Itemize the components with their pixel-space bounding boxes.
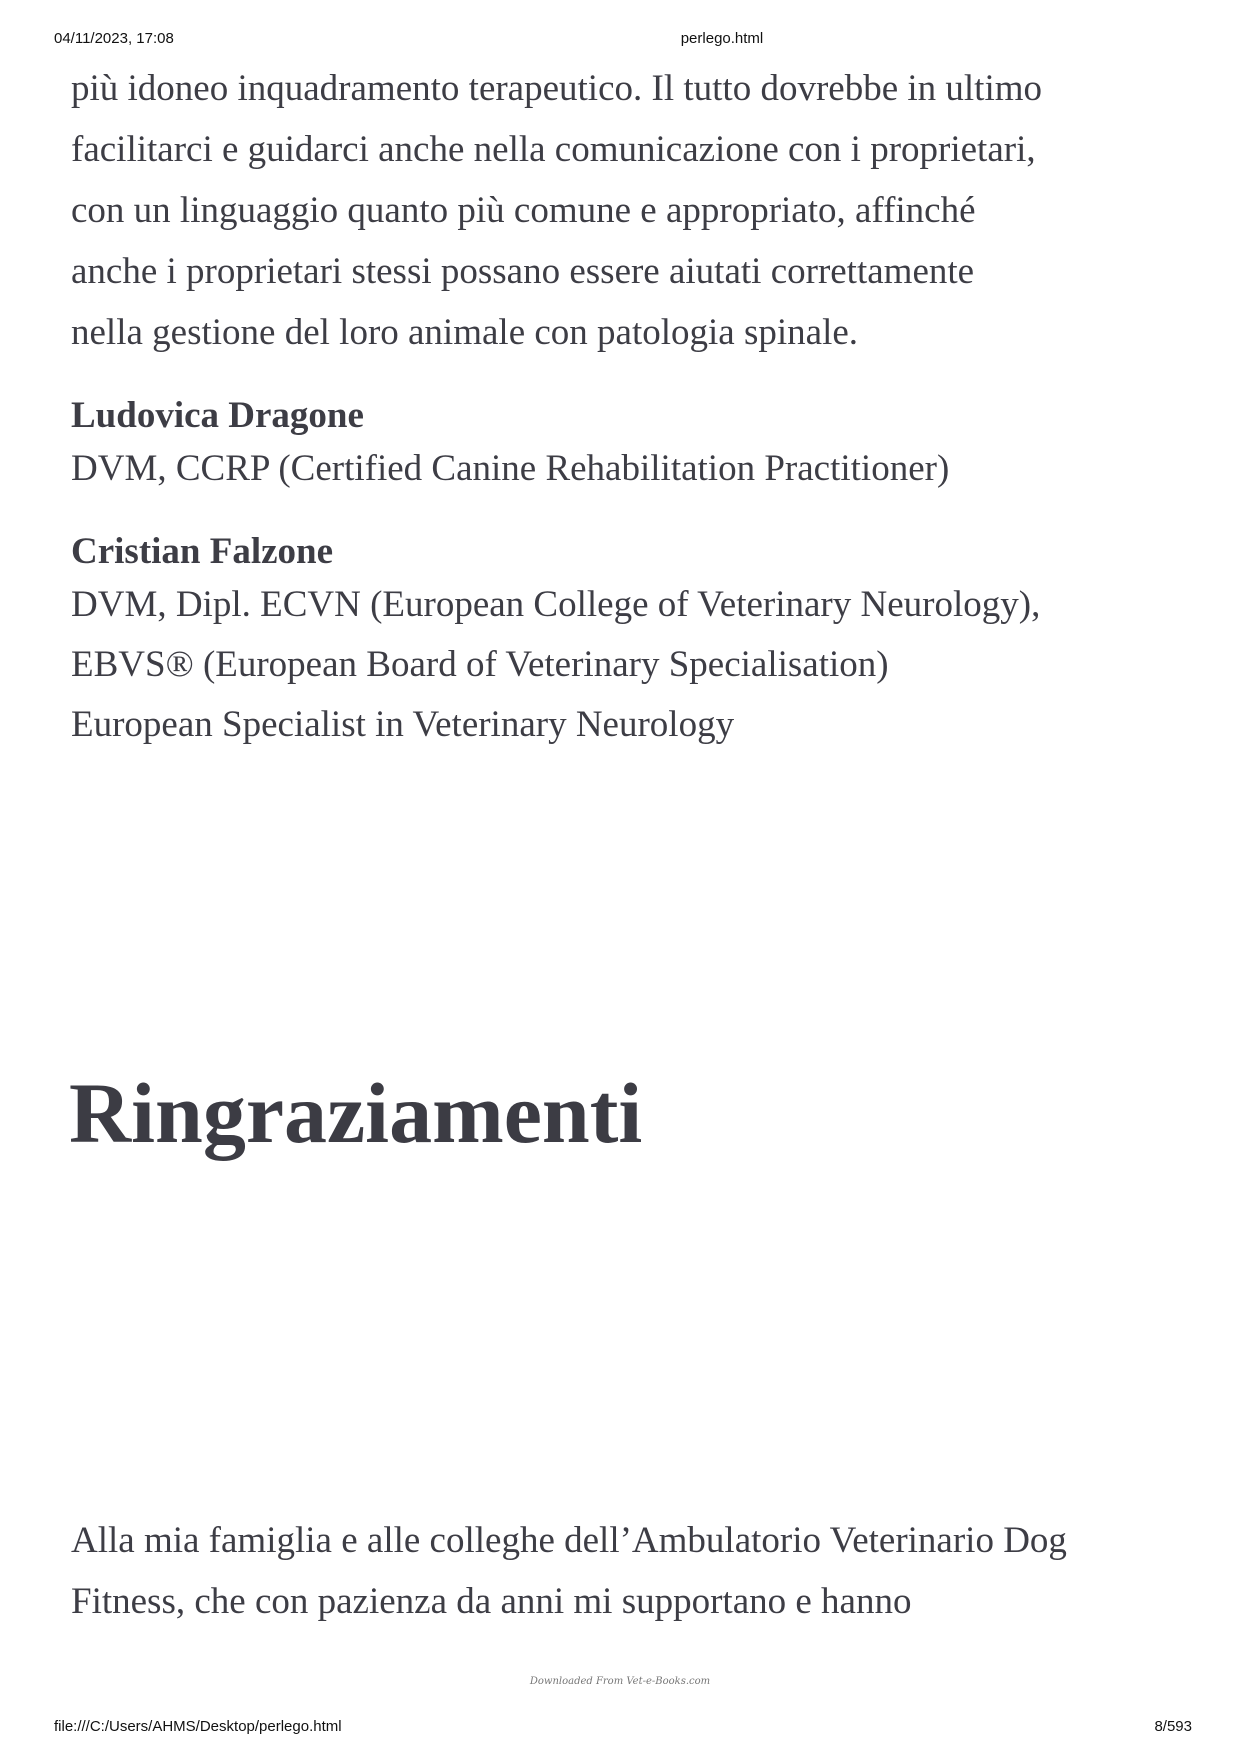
ack-line: Alla mia famiglia e alle colleghe dell’Ambulatorio Veterinario Dog	[71, 1520, 1067, 1561]
acknowledgements-paragraph	[71, 1510, 1191, 1632]
section-title: Ringraziamenti	[69, 1065, 643, 1161]
intro-paragraph	[71, 58, 1191, 363]
download-watermark: Downloaded From Vet-e-Books.com	[529, 1676, 711, 1687]
author-block-falzone	[71, 529, 1191, 755]
page-content	[71, 58, 1191, 755]
intro-line: nella gestione del loro animale con patologia spinale.	[71, 312, 859, 353]
intro-line: più idoneo inquadramento terapeutico. Il tutto dovrebbe in ultimo	[71, 68, 1043, 109]
author-name: Ludovica Dragone	[71, 395, 364, 436]
print-header	[0, 30, 1240, 50]
page-number: 8/593	[1154, 1718, 1192, 1735]
author-credentials: EBVS® (European Board of Veterinary Specialisation)	[71, 644, 889, 685]
author-name: Cristian Falzone	[71, 531, 334, 572]
author-credentials: DVM, CCRP (Certified Canine Rehabilitation Practitioner)	[71, 448, 950, 489]
intro-line: anche i proprietari stessi possano essere aiutati correttamente	[71, 251, 975, 292]
author-block-dragone	[71, 393, 1191, 499]
file-path: file:///C:/Users/AHMS/Desktop/perlego.html	[54, 1718, 342, 1735]
ack-line: Fitness, che con pazienza da anni mi supportano e hanno	[71, 1581, 912, 1622]
print-footer	[0, 1718, 1240, 1738]
print-datetime: 04/11/2023, 17:08	[54, 30, 174, 47]
print-filename: perlego.html	[680, 30, 764, 47]
intro-line: facilitarci e guidarci anche nella comunicazione con i proprietari,	[71, 129, 1036, 170]
intro-line: con un linguaggio quanto più comune e appropriato, affinché	[71, 190, 976, 231]
author-credentials: DVM, Dipl. ECVN (European College of Veterinary Neurology),	[71, 584, 1041, 625]
author-credentials: European Specialist in Veterinary Neurology	[71, 704, 735, 745]
